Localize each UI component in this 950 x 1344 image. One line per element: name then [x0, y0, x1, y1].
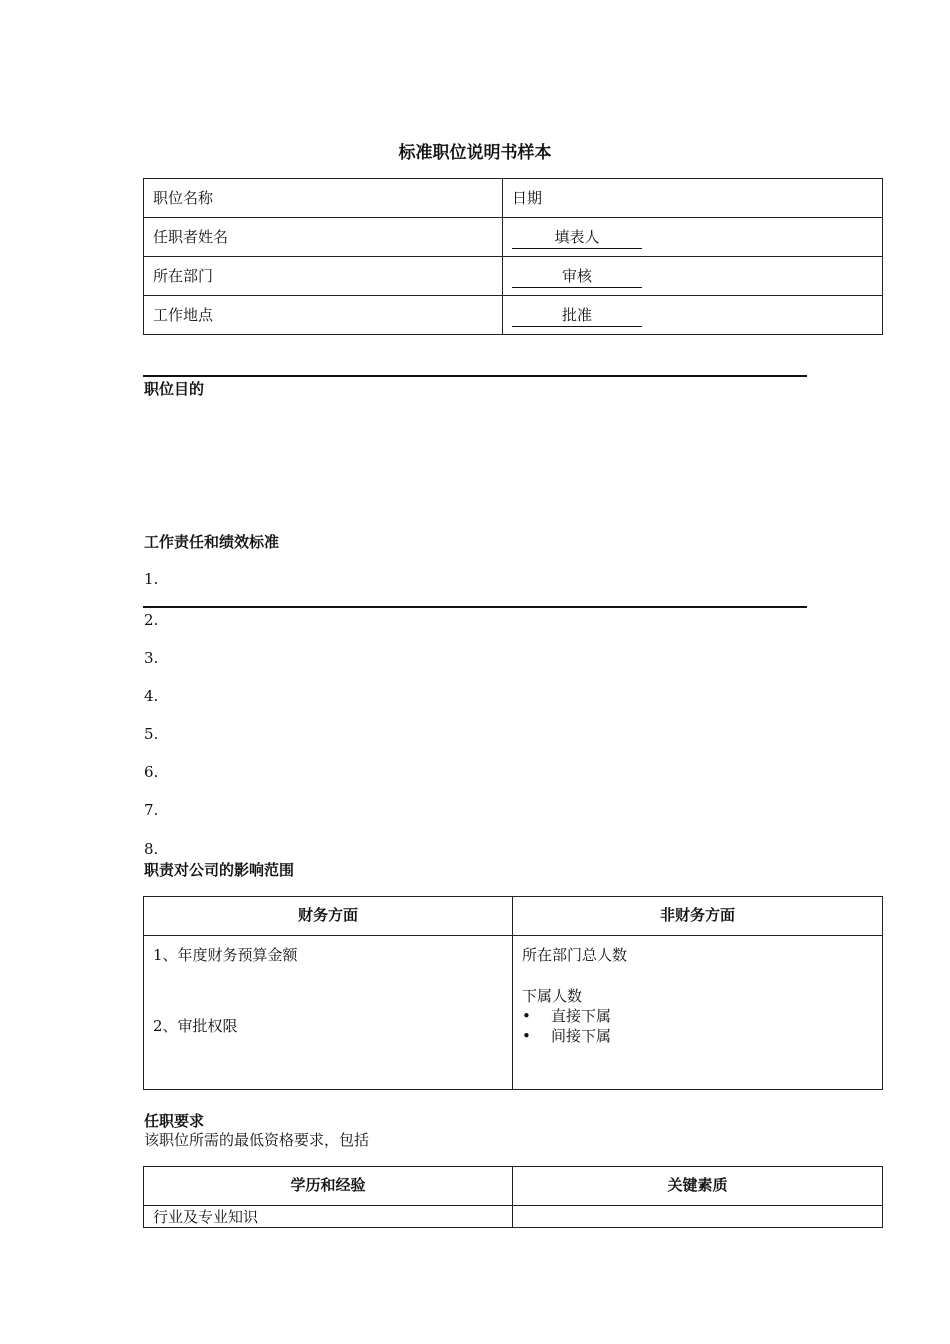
page-title: 标准职位说明书样本 — [398, 143, 552, 163]
info-label-position-name: 职位名称 — [153, 189, 214, 207]
requirements-intro: 该职位所需的最低资格要求，包括 — [144, 1131, 370, 1149]
financial-approval: 2、审批权限 — [153, 1017, 238, 1035]
key-qualities-header: 关键素质 — [667, 1176, 728, 1194]
impact-heading: 职责对公司的影响范围 — [144, 861, 295, 879]
education-header: 学历和经验 — [290, 1176, 366, 1194]
subordinates-list — [522, 1006, 882, 1046]
info-label-work-location: 工作地点 — [153, 306, 214, 324]
financial-budget: 1、年度财务预算金额 — [153, 946, 298, 964]
info-row — [144, 218, 883, 257]
info-label-date: 日期 — [512, 189, 543, 207]
duty-number: 1. — [144, 570, 159, 588]
non-financial-header: 非财务方面 — [659, 906, 735, 924]
list-item: • 直接下属 — [522, 1007, 612, 1025]
info-table — [143, 178, 883, 335]
info-label-review: 审核 — [512, 265, 642, 288]
info-row — [144, 296, 883, 335]
requirements-heading: 任职要求 — [144, 1112, 205, 1130]
financial-header: 财务方面 — [297, 906, 358, 924]
info-label-incumbent-name: 任职者姓名 — [153, 228, 229, 246]
duty-number: 3. — [144, 649, 159, 667]
info-row — [144, 179, 883, 218]
duty-number: 7. — [144, 801, 159, 819]
info-label-approve: 批准 — [512, 304, 642, 327]
duty-number: 2. — [144, 611, 159, 629]
subordinates-label: 下属人数 — [522, 987, 583, 1005]
duties-heading: 工作责任和绩效标准 — [144, 533, 280, 551]
impact-table — [143, 896, 883, 1090]
requirements-table — [143, 1166, 883, 1228]
dept-headcount: 所在部门总人数 — [522, 946, 628, 964]
purpose-heading: 职位目的 — [144, 380, 205, 398]
industry-knowledge: 行业及专业知识 — [153, 1208, 259, 1226]
list-item: • 间接下属 — [522, 1027, 612, 1045]
info-row — [144, 257, 883, 296]
duty-number: 6. — [144, 763, 159, 781]
duty-number: 8. — [144, 840, 159, 858]
info-label-department: 所在部门 — [153, 267, 214, 285]
duty-divider — [143, 606, 807, 608]
duty-number: 4. — [144, 687, 159, 705]
duty-number: 5. — [144, 725, 159, 743]
section-divider — [143, 375, 807, 377]
info-label-filled-by: 填表人 — [512, 226, 642, 249]
